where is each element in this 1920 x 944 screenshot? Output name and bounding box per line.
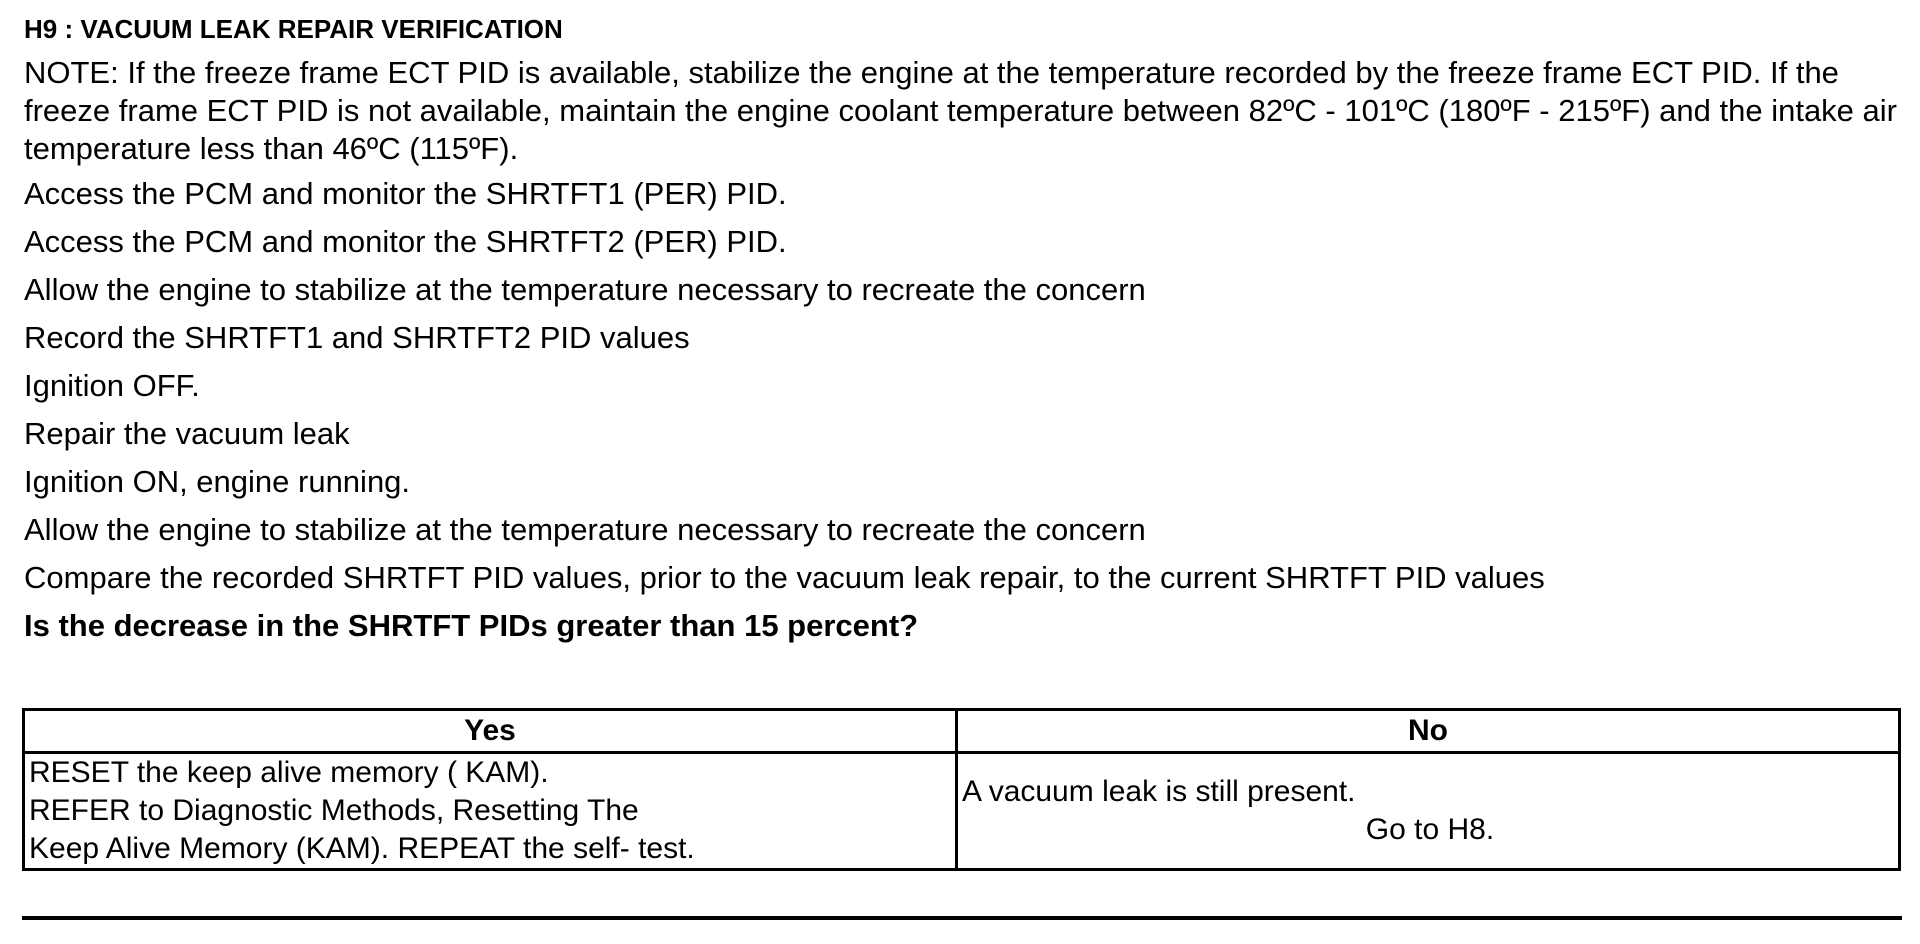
go-to-h8-reference: Go to H8. xyxy=(1365,813,1495,846)
decision-header-row xyxy=(24,710,1900,753)
procedure-title: H9 : VACUUM LEAK REPAIR VERIFICATION xyxy=(24,14,563,44)
step-item: Ignition ON, engine running. xyxy=(24,464,411,499)
step-item: Record the SHRTFT1 and SHRTFT2 PID values xyxy=(24,320,690,355)
temperature-note: NOTE: If the freeze frame ECT PID is available, stabilize the engine at the temperature recorded by the freeze frame ECT PID. If the freeze frame ECT PID is not available, maintain the engine coolant temperature between 82ºC - 101ºC (180ºF - 215ºF) and the intake air temperature less than 46ºC (115ºF). xyxy=(24,55,1897,166)
yes-action: RESET the keep alive memory ( KAM). REFER to Diagnostic Methods, Resetting The Keep Alive Memory (KAM). REPEAT the self- test. xyxy=(24,753,957,870)
no-header: No xyxy=(957,710,1900,753)
no-action-text: A vacuum leak is still present. xyxy=(962,775,1356,808)
step-item: Compare the recorded SHRTFT PID values, prior to the vacuum leak repair, to the current SHRTFT PID values xyxy=(24,560,1545,595)
procedure-steps xyxy=(24,176,1900,596)
decision-question: Is the decrease in the SHRTFT PIDs greater than 15 percent? xyxy=(24,608,919,643)
step-item: Repair the vacuum leak xyxy=(24,416,350,451)
step-item: Allow the engine to stabilize at the temperature necessary to recreate the concern xyxy=(24,512,1146,547)
procedure-page xyxy=(24,14,1900,644)
no-action xyxy=(957,753,1900,870)
yes-header: Yes xyxy=(24,710,957,753)
step-item: Allow the engine to stabilize at the temperature necessary to recreate the concern xyxy=(24,272,1146,307)
bottom-divider xyxy=(22,916,1902,920)
decision-table xyxy=(22,708,1901,871)
step-item: Access the PCM and monitor the SHRTFT2 (PER) PID. xyxy=(24,224,787,259)
decision-action-row xyxy=(24,753,1900,870)
step-item: Ignition OFF. xyxy=(24,368,200,403)
step-item: Access the PCM and monitor the SHRTFT1 (PER) PID. xyxy=(24,176,787,211)
